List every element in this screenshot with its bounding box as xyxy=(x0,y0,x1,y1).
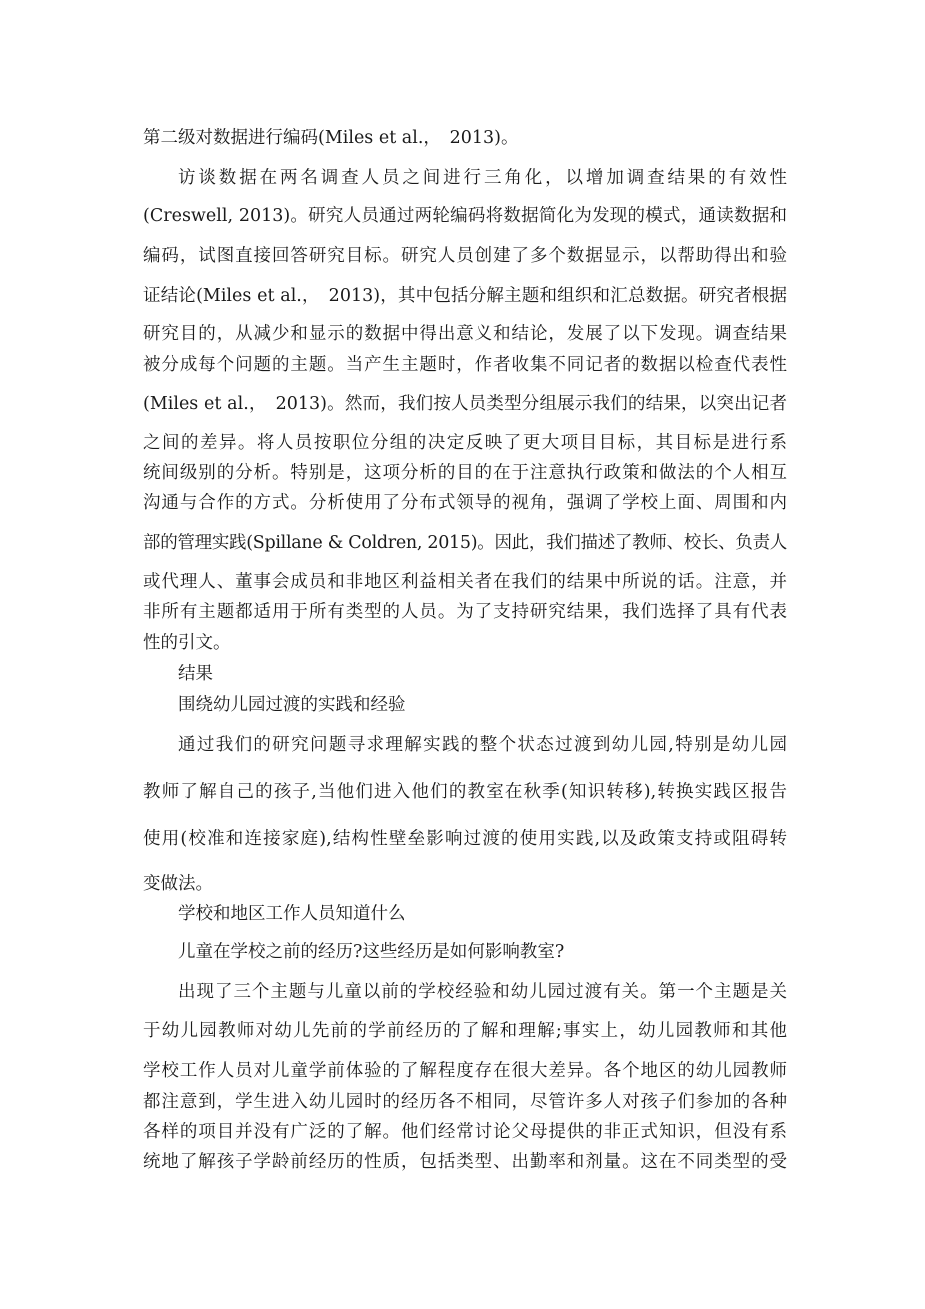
text-line: 于幼儿园教师对幼儿先前的学前经历的了解和理解;事实上，幼儿园教师和其他 xyxy=(143,1021,787,1041)
text-line: 各样的项目并没有广泛的了解。他们经常讨论父母提供的非正式知识，但没有系 xyxy=(143,1122,787,1142)
text-line: (Creswell, 2013)。研究人员通过两轮编码将数据简化为发现的模式，通读数据和 xyxy=(143,206,787,226)
text-line: 变做法。 xyxy=(143,874,213,894)
text-line: 统地了解孩子学龄前经历的性质，包括类型、出勤率和剂量。这在不同类型的受 xyxy=(143,1152,787,1172)
text-line: 教师了解自己的孩子,当他们进入他们的教室在秋季(知识转移),转换实践区报告 xyxy=(143,782,787,802)
text-line: 学校工作人员对儿童学前体验的了解程度存在很大差异。各个地区的幼儿园教师 xyxy=(143,1061,787,1081)
paragraph-first-line: 出现了三个主题与儿童以前的学校经验和幼儿园过渡有关。第一个主题是关 xyxy=(178,982,787,1002)
text-line: 之间的差异。将人员按职位分组的决定反映了更大项目目标，其目标是进行系 xyxy=(143,433,787,453)
text-line: 证结论(Miles et al.， 2013)，其中包括分解主题和组织和汇总数据。研究者根据 xyxy=(143,286,787,306)
text-line: 统间级别的分析。特别是，这项分析的目的在于注意执行政策和做法的个人相互 xyxy=(143,463,787,483)
paragraph-first-line: 访谈数据在两名调查人员之间进行三角化，以增加调查结果的有效性 xyxy=(178,168,787,188)
subsection-heading: 儿童在学校之前的经历?这些经历是如何影响教室? xyxy=(178,942,565,962)
text-line: 第二级对数据进行编码(Miles et al.， 2013)。 xyxy=(143,128,519,148)
text-line: 研究目的，从减少和显示的数据中得出意义和结论，发展了以下发现。调查结果 xyxy=(143,324,787,344)
text-line: 使用(校准和连接家庭),结构性壁垒影响过渡的使用实践,以及政策支持或阻碍转 xyxy=(143,829,787,849)
text-line: 沟通与合作的方式。分析使用了分布式领导的视角，强调了学校上面、周围和内 xyxy=(143,493,787,513)
paragraph-first-line: 通过我们的研究问题寻求理解实践的整个状态过渡到幼儿园,特别是幼儿园 xyxy=(178,735,787,755)
text-line: 或代理人、董事会成员和非地区利益相关者在我们的结果中所说的话。注意，并 xyxy=(143,572,787,592)
text-line: 被分成每个问题的主题。当产生主题时，作者收集不同记者的数据以检查代表性 xyxy=(143,355,787,375)
subsection-heading: 围绕幼儿园过渡的实践和经验 xyxy=(178,695,406,715)
text-line: 性的引文。 xyxy=(143,633,231,653)
subsection-heading: 学校和地区工作人员知道什么 xyxy=(178,904,406,924)
text-line: 编码，试图直接回答研究目标。研究人员创建了多个数据显示，以帮助得出和验 xyxy=(143,246,787,266)
text-line: 非所有主题都适用于所有类型的人员。为了支持研究结果，我们选择了具有代表 xyxy=(143,602,787,622)
text-line: 都注意到，学生进入幼儿园时的经历各不相同，尽管许多人对孩子们参加的各种 xyxy=(143,1092,787,1112)
text-line: (Miles et al.， 2013)。然而，我们按人员类型分组展示我们的结果，以突出记者 xyxy=(143,394,787,414)
text-line: 部的管理实践(Spillane & Coldren, 2015)。因此，我们描述了教师、校长、负责人 xyxy=(143,533,787,553)
section-heading: 结果 xyxy=(178,664,213,684)
